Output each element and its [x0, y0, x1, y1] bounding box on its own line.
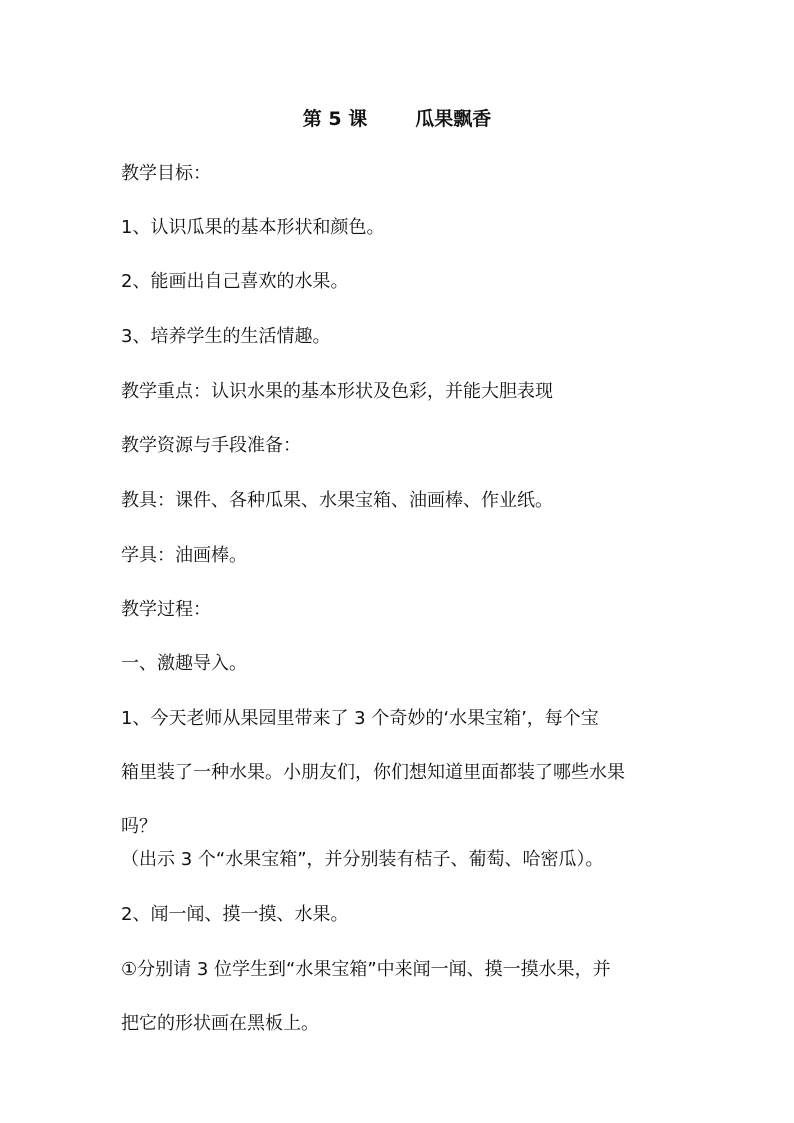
paragraph-line: 把它的形状画在黑板上。 — [121, 1013, 319, 1034]
paragraph-smell-touch: 2、闻一闻、摸一摸、水果。 — [121, 904, 349, 925]
lesson-number: 第 5 课 — [302, 108, 368, 130]
paragraph-line: 箱里装了一种水果。小朋友们，你们想知道里面都装了哪些水果 — [121, 762, 625, 783]
paragraph-show-boxes: （出示 3 个“水果宝箱”，并分别装有桔子、葡萄、哈密瓜）。 — [121, 849, 604, 870]
heading-process: 教学过程： — [121, 599, 211, 620]
paragraph-line: 吗？ — [121, 816, 157, 837]
teacher-materials: 教具：课件、各种瓜果、水果宝箱、油画棒、作业纸。 — [121, 490, 553, 511]
heading-resources: 教学资源与手段准备： — [121, 435, 301, 456]
goal-item-3: 3、培养学生的生活情趣。 — [121, 326, 331, 347]
paragraph-line: ①分别请 3 位学生到“水果宝箱”中来闻一闻、摸一摸水果，并 — [121, 959, 611, 980]
paragraph-line: 1、今天老师从果园里带来了 3 个奇妙的‘水果宝箱’，每个宝 — [121, 708, 599, 729]
paragraph-students-draw — [121, 958, 681, 1066]
section-intro-heading: 一、激趣导入。 — [121, 653, 247, 674]
heading-teaching-goals: 教学目标： — [121, 163, 211, 184]
goal-item-2: 2、能画出自己喜欢的水果。 — [121, 271, 349, 292]
paragraph-fruit-boxes — [121, 707, 681, 869]
teaching-focus: 教学重点：认识水果的基本形状及色彩，并能大胆表现 — [121, 381, 553, 402]
goal-item-1: 1、认识瓜果的基本形状和颜色。 — [121, 217, 385, 238]
lesson-title — [0, 103, 794, 135]
lesson-name: 瓜果飘香 — [415, 108, 492, 130]
student-materials: 学具：油画棒。 — [121, 545, 247, 566]
